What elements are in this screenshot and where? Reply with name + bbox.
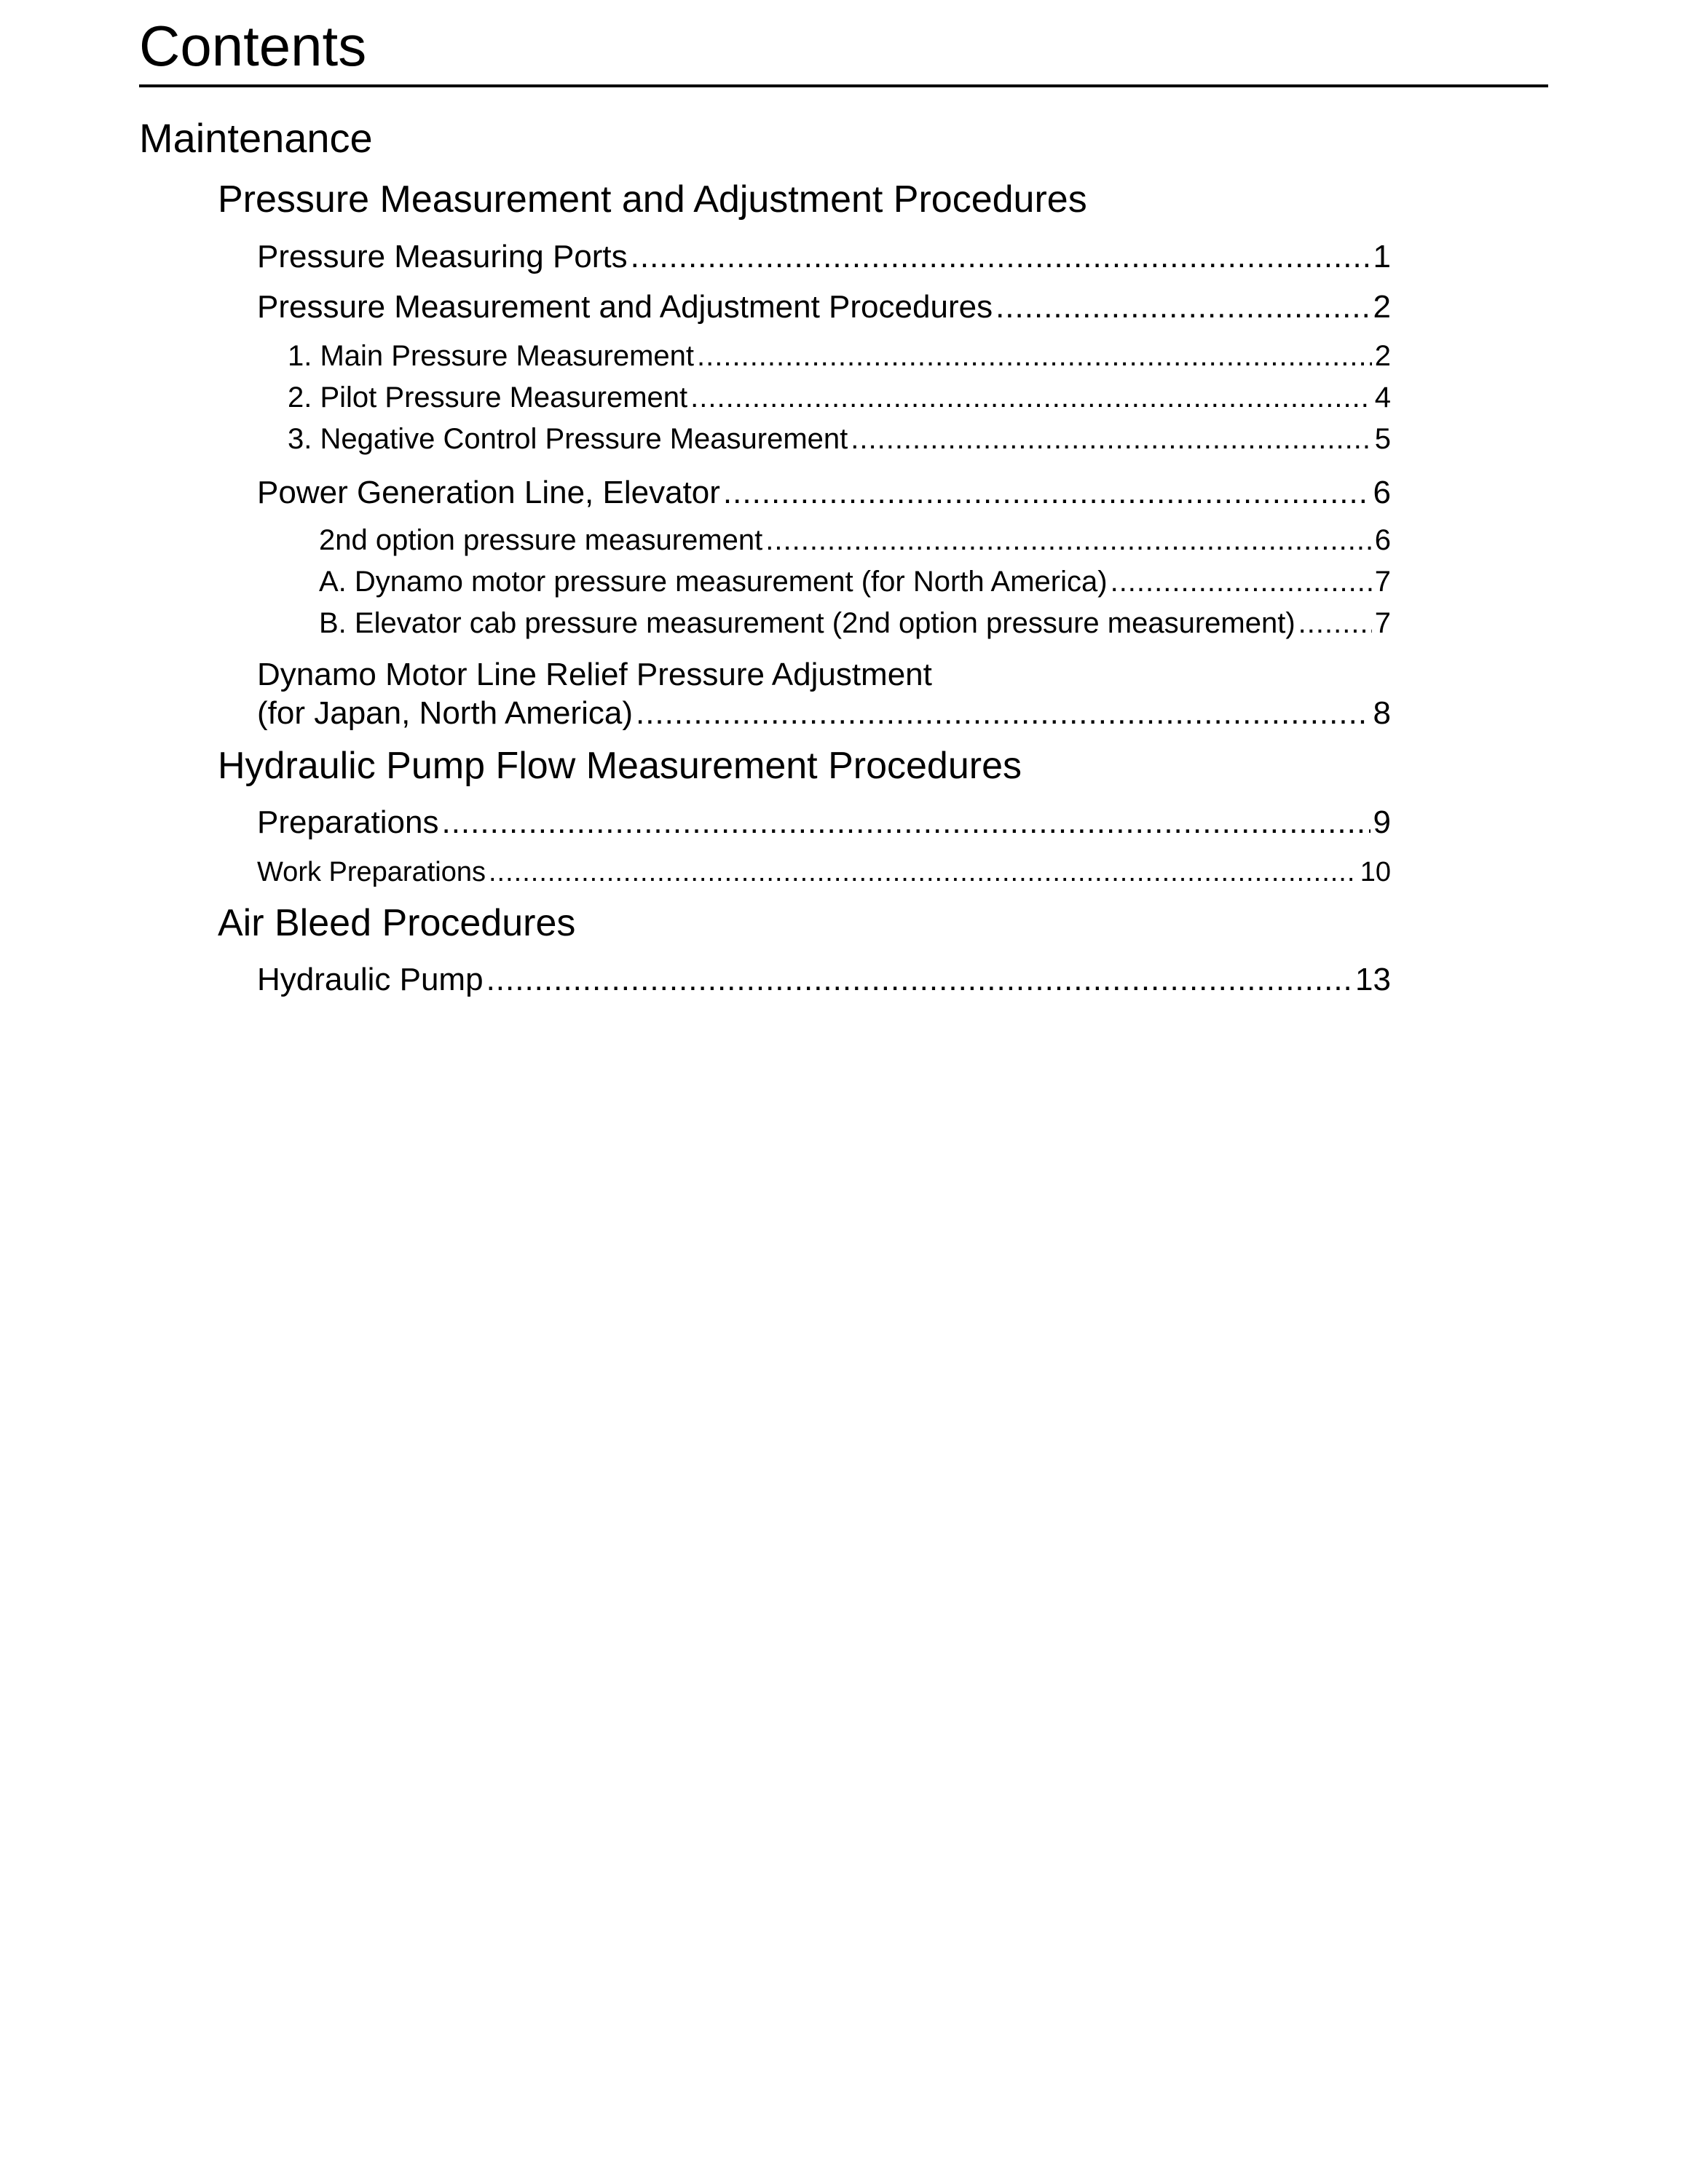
toc-entry-dynamo-motor-pressure[interactable] [319, 563, 1391, 600]
toc-entry-text: B. Elevator cab pressure measurement (2nd option pressure measurement) [319, 607, 1295, 639]
toc-page-number: 7 [1374, 607, 1391, 639]
toc-entry-text: 3. Negative Control Pressure Measurement [288, 423, 848, 455]
toc-entry-text: Pressure Measuring Ports [257, 239, 628, 274]
toc-entry-pilot-pressure[interactable] [288, 379, 1391, 416]
toc-entry-text: Work Preparations [257, 857, 486, 887]
toc-leader [489, 852, 1357, 892]
toc-leader [1298, 605, 1372, 641]
toc-page-number: 6 [1373, 475, 1391, 510]
toc-entry-pressure-measuring-ports[interactable] [257, 237, 1391, 277]
section-heading-air-bleed: Air Bleed Procedures [218, 902, 576, 944]
toc-entry-text: 1. Main Pressure Measurement [288, 340, 695, 372]
toc-entry-text: (for Japan, North America) [257, 695, 633, 731]
title-divider [139, 84, 1548, 87]
toc-page-number: 1 [1373, 239, 1391, 274]
toc-entry-text: 2nd option pressure measurement [319, 524, 763, 556]
toc-page-number: 2 [1374, 340, 1391, 372]
toc-page-number: 4 [1374, 381, 1391, 414]
toc-page-number: 5 [1374, 423, 1391, 455]
toc-entry-preparations[interactable] [257, 803, 1391, 842]
toc-entry-text: Hydraulic Pump [257, 962, 484, 997]
toc-page-number: 6 [1374, 524, 1391, 556]
toc-leader [441, 803, 1370, 842]
toc-leader [690, 379, 1372, 416]
toc-entry-text: Preparations [257, 804, 439, 840]
toc-page-number: 2 [1373, 289, 1391, 325]
toc-page-number: 13 [1355, 962, 1391, 997]
toc-entry-text: 2. Pilot Pressure Measurement [288, 381, 688, 414]
toc-leader [631, 237, 1370, 277]
toc-entry-negative-control-pressure[interactable] [288, 421, 1391, 457]
toc-leader [723, 473, 1370, 513]
toc-page-number: 7 [1374, 566, 1391, 598]
toc-leader [697, 338, 1372, 374]
toc-page-number: 8 [1373, 695, 1391, 731]
toc-leader [995, 288, 1370, 327]
toc-leader [636, 694, 1370, 733]
toc-entry-hydraulic-pump[interactable] [257, 960, 1391, 1000]
toc-entry-pressure-measurement-adjustment[interactable] [257, 288, 1391, 327]
toc-entry-2nd-option-pressure[interactable] [319, 522, 1391, 558]
toc-leader [1111, 563, 1372, 600]
toc-entry-text: A. Dynamo motor pressure measurement (for North America) [319, 566, 1108, 598]
toc-leader [851, 421, 1372, 457]
toc-leader [765, 522, 1372, 558]
section-heading-pressure: Pressure Measurement and Adjustment Procedures [218, 178, 1087, 221]
toc-leader [486, 960, 1352, 1000]
toc-entry-text: Pressure Measurement and Adjustment Procedures [257, 289, 993, 325]
toc-entry-dynamo-relief-line1[interactable]: Dynamo Motor Line Relief Pressure Adjustment [257, 657, 932, 692]
page-title: Contents [139, 14, 367, 78]
toc-page-number: 10 [1360, 857, 1391, 887]
chapter-heading: Maintenance [139, 115, 373, 161]
toc-page-number: 9 [1373, 804, 1391, 840]
toc-entry-text: Power Generation Line, Elevator [257, 475, 720, 510]
toc-entry-dynamo-relief-line2[interactable] [257, 694, 1391, 733]
toc-entry-elevator-cab-pressure[interactable] [319, 605, 1391, 641]
toc-entry-power-generation-line[interactable] [257, 473, 1391, 513]
section-heading-hydraulic-pump-flow: Hydraulic Pump Flow Measurement Procedures [218, 745, 1022, 787]
toc-entry-main-pressure[interactable] [288, 338, 1391, 374]
toc-entry-work-preparations[interactable] [257, 852, 1391, 892]
